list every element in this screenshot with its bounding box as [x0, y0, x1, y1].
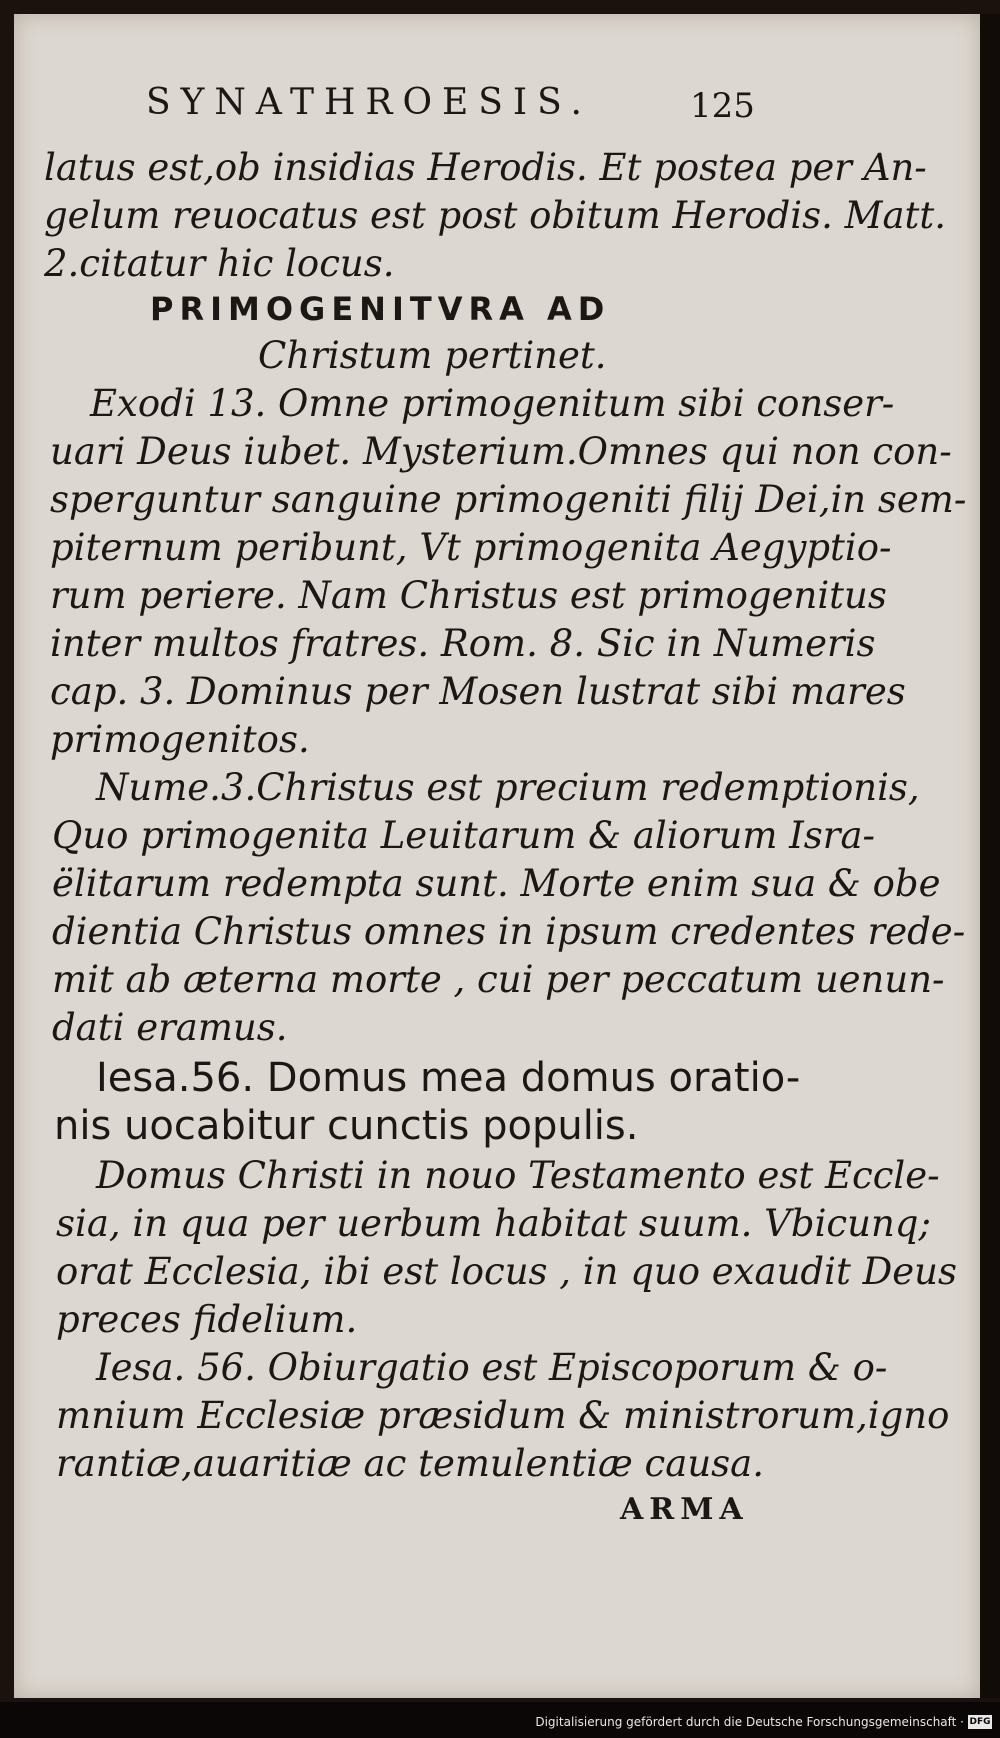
text-line: cap. 3. Dominus per Mosen lustrat sibi mares [50, 670, 906, 713]
text-line: sperguntur sanguine primogeniti filij Dei,in sem- [50, 478, 967, 521]
section-subheading: Christum pertinet. [258, 334, 607, 377]
text-line: rum periere. Nam Christus est primogenitus [50, 574, 887, 617]
text-line: 2.citatur hic locus. [44, 242, 395, 285]
text-line: mnium Ecclesiæ præsidum & ministrorum,igno [56, 1394, 950, 1437]
dfg-logo: DFG [969, 1717, 991, 1727]
text-line: Nume.3.Christus est precium redemptionis, [96, 766, 920, 809]
text-line: mit ab æterna morte , cui per peccatum uenun- [52, 958, 945, 1001]
digitization-footer [0, 1702, 1000, 1738]
catchword: ARMA [620, 1492, 749, 1527]
text-line: ëlitarum redempta sunt. Morte enim sua & obe [52, 862, 941, 905]
text-line: sia, in qua per uerbum habitat suum. Vbicunq; [56, 1202, 931, 1245]
text-line: rantiæ,auaritiæ ac temulentiæ causa. [56, 1442, 764, 1485]
text-line: dientia Christus omnes in ipsum credentes rede- [52, 910, 966, 953]
text-line: primogenitos. [50, 718, 310, 761]
page-number: 125 [690, 86, 755, 126]
text-line: preces fidelium. [56, 1298, 358, 1341]
text-line: gelum reuocatus est post obitum Herodis. Matt. [44, 194, 947, 237]
text-line: orat Ecclesia, ibi est locus , in quo exaudit Deus [56, 1250, 957, 1293]
text-line-large: nis uocabitur cunctis populis. [54, 1103, 639, 1149]
text-line: uari Deus iubet. Mysterium.Omnes qui non con- [50, 430, 952, 473]
text-line: dati eramus. [52, 1006, 288, 1049]
section-heading: PRIMOGENITVRA AD [150, 290, 611, 328]
running-title: SYNATHROESIS. [146, 82, 592, 123]
text-line: piternum peribunt, Vt primogenita Aegyptio- [50, 526, 892, 569]
text-line-large: Iesa.56. Domus mea domus oratio- [96, 1055, 801, 1101]
page-edge-shadow [980, 14, 1000, 1698]
text-line: Exodi 13. Omne primogenitum sibi conser- [90, 382, 895, 425]
text-line: Iesa. 56. Obiurgatio est Episcoporum & o- [96, 1346, 888, 1389]
footer-credit: Digitalisierung gefördert durch die Deutsche Forschungsgemeinschaft · [535, 1715, 964, 1729]
text-line: Domus Christi in nouo Testamento est Eccle- [96, 1154, 940, 1197]
text-line: Quo primogenita Leuitarum & aliorum Isra- [52, 814, 876, 857]
text-line: inter multos fratres. Rom. 8. Sic in Numeris [50, 622, 876, 665]
text-line: latus est,ob insidias Herodis. Et postea per An- [44, 146, 927, 189]
